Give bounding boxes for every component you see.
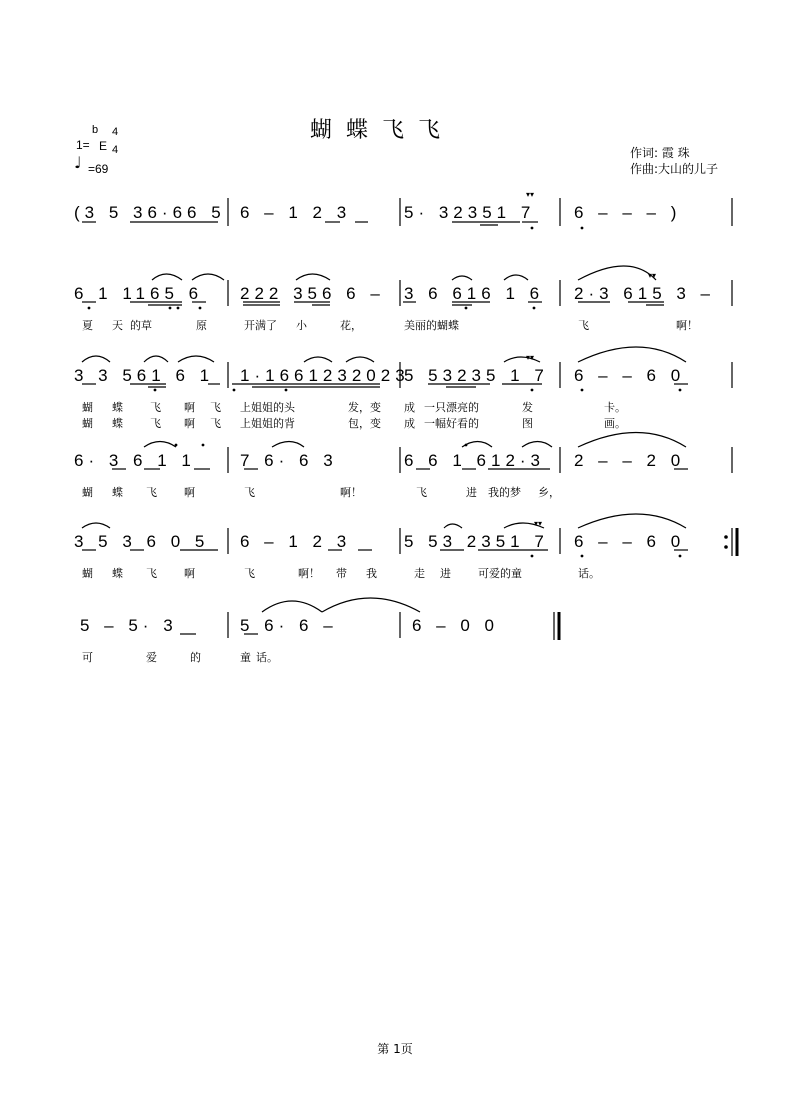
page-number: 第 1页 <box>377 1042 413 1056</box>
lyric-syllable: 可 <box>82 651 93 664</box>
lyric-syllable: 我 <box>366 567 377 580</box>
lyric-syllable: 蝴 <box>82 486 93 499</box>
lyric-syllable: 啊！ <box>298 567 320 580</box>
lyric-syllable: 蝶 <box>112 567 123 580</box>
measure-notes: 222 356 6 – <box>240 284 385 303</box>
measure-notes: 5 6· 6 – <box>240 616 338 635</box>
lyric-syllable: 飞 <box>210 401 221 414</box>
lyric-syllable: 成 <box>404 401 415 414</box>
lyric-syllable: 夏 <box>82 319 93 332</box>
lyric-syllable: 飞 <box>244 486 255 499</box>
lyric-syllable: 飞 <box>146 486 157 499</box>
lyric-syllable: 进 <box>440 567 451 580</box>
measure-notes: 6 6 1 612·3 <box>404 451 546 470</box>
lyric-syllable: 飞 <box>150 401 161 414</box>
lyric-syllable: 花， <box>340 319 362 332</box>
lyric-syllable: 原 <box>196 319 207 332</box>
measure-notes: 2·3 615 3 – <box>574 284 716 303</box>
lyric-syllable: 图 <box>522 417 533 430</box>
lyric-syllable: 飞 <box>146 567 157 580</box>
svg-text:▾▾: ▾▾ <box>526 353 535 362</box>
lyric-syllable: 飞 <box>210 417 221 430</box>
lyric-syllable: 发，变 <box>348 401 381 414</box>
lyric-syllable: 啊 <box>184 567 195 580</box>
quarter-note-icon: ♩ <box>74 153 82 172</box>
measure-notes: 5· 32351 7 <box>404 203 536 222</box>
lyric-syllable: 蝶 <box>112 417 123 430</box>
lyric-syllable: 啊 <box>184 401 195 414</box>
measure-notes: 1·1661232023 <box>240 366 410 385</box>
lyric-syllable: 童 <box>240 651 251 664</box>
lyric-syllable: 啊 <box>184 417 195 430</box>
lyric-syllable: 飞 <box>150 417 161 430</box>
lyric-syllable: 的 <box>190 651 201 664</box>
measure-notes: 6 – – 6 0 <box>574 366 686 385</box>
measure-notes: 6· 3 6 1 1 <box>74 451 196 470</box>
song-title: 蝴蝶飞飞 <box>310 118 455 143</box>
lyric-syllable: 包，变 <box>348 417 381 430</box>
lyric-syllable: 卡。 <box>604 401 626 414</box>
measure-notes: 6 – – – ) <box>574 203 682 222</box>
lyric-syllable: 一只漂亮的 <box>424 401 479 414</box>
lyric-syllable: 飞 <box>244 567 255 580</box>
measure-notes: 3 3 561 6 1 <box>74 366 215 385</box>
lyric-syllable: 飞 <box>416 486 427 499</box>
lyric-syllable: 飞 <box>578 319 589 332</box>
measure-notes: 6 – 0 0 <box>412 616 499 635</box>
key-prefix: 1= <box>76 138 90 152</box>
measure-notes: 6 1 1165 6 <box>74 284 204 303</box>
lyric-syllable: 美丽的蝴蝶 <box>404 319 459 332</box>
lyric-syllable: 蝶 <box>112 401 123 414</box>
lyric-syllable: 画。 <box>604 417 626 430</box>
svg-text:▾▾: ▾▾ <box>526 190 535 199</box>
svg-text:▾▾: ▾▾ <box>534 519 543 528</box>
measure-notes: 2 – – 2 0 <box>574 451 686 470</box>
lyric-syllable: 我的梦 <box>488 486 521 499</box>
lyric-syllable: 啊！ <box>340 486 362 499</box>
lyric-syllable: 成 <box>404 417 415 430</box>
lyric-syllable: 话。 <box>256 651 278 664</box>
measure-notes: 3 6 616 1 6 <box>404 284 545 303</box>
key-note: E <box>99 139 108 153</box>
lyric-syllable: 乡， <box>538 486 560 499</box>
lyric-syllable: 蝶 <box>112 486 123 499</box>
measure-notes: (3 5 36·66 5 <box>74 203 226 222</box>
lyric-syllable: 上姐姐的头 <box>240 401 295 414</box>
lyric-syllable: 的草 <box>130 319 152 332</box>
lyric-syllable: 啊！ <box>676 319 698 332</box>
lyric-syllable: 发 <box>522 401 533 414</box>
lyric-syllable: 蝴 <box>82 567 93 580</box>
measure-notes: 6 – – 6 0 <box>574 532 686 551</box>
lyric-syllable: 进 <box>466 486 477 499</box>
lyric-syllable: 啊 <box>184 486 195 499</box>
measure-notes: 6 – 1 2 3 <box>240 532 352 551</box>
lyric-syllable: 天 <box>112 319 123 332</box>
time-signature-bottom: 4 <box>112 144 119 156</box>
lyric-syllable: 一幅好看的 <box>424 417 479 430</box>
lyric-syllable: 话。 <box>578 567 600 580</box>
lyric-syllable: 爱 <box>146 651 157 664</box>
lyric-syllable: 上姐姐的背 <box>240 417 295 430</box>
composer-credit: 作曲:大山的儿子 <box>630 162 719 176</box>
lyricist-credit: 作词: 霞 珠 <box>630 146 690 160</box>
svg-text:▾▾: ▾▾ <box>648 271 657 280</box>
lyric-syllable: 蝴 <box>82 417 93 430</box>
measure-notes: 5 53235 1 7 <box>404 366 549 385</box>
time-signature-top: 4 <box>112 126 119 138</box>
lyric-syllable: 可爱的童 <box>478 567 522 580</box>
tempo-mark: =69 <box>88 162 109 176</box>
measure-notes: 5 – 5· 3 <box>80 616 178 635</box>
lyric-syllable: 小 <box>296 319 307 332</box>
lyric-syllable: 走 <box>414 567 425 580</box>
lyric-syllable: 蝴 <box>82 401 93 414</box>
measure-notes: 5 53 2351 7 <box>404 532 549 551</box>
lyric-syllable: 带 <box>336 567 347 580</box>
measure-notes: 6 – 1 2 3 <box>240 203 352 222</box>
key-flat: b <box>92 124 99 136</box>
measure-notes: 7 6· 6 3 <box>240 451 338 470</box>
measure-notes: 3 5 3 6 0 5 <box>74 532 210 551</box>
lyric-syllable: 开满了 <box>244 319 277 332</box>
